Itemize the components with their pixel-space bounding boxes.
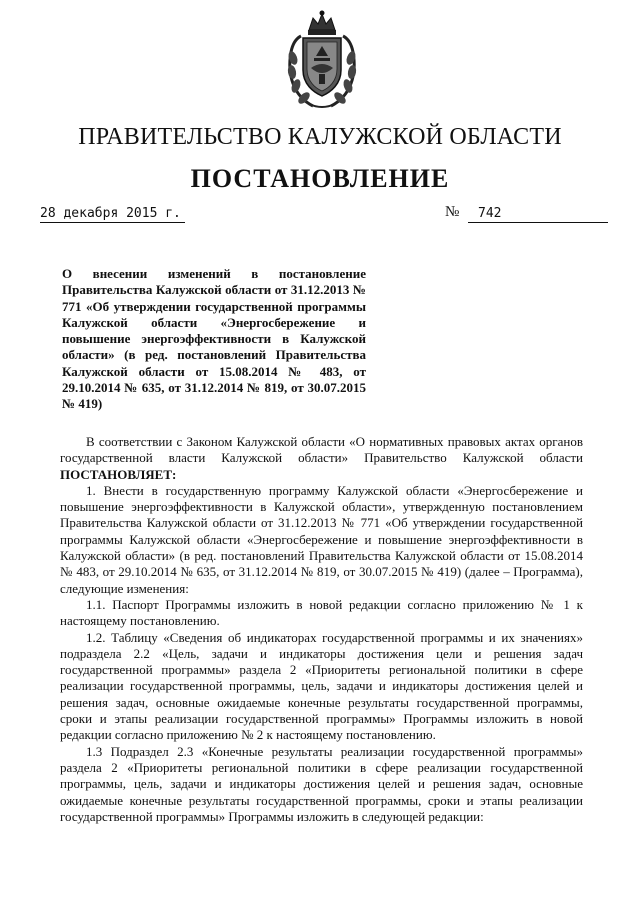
body-paragraph: 1.2. Таблицу «Сведения об индикаторах государственной программы и их значениях» подраздела 2.2 «Цель, задачи и индикаторы достижения цели и решения задач государственной программы» раздела 2 «Приоритеты региональной политики в сфере реализации государственной программы, цель, задачи и индикаторы достижения целей и решения задач, основные ожидаемые конечные результаты государственной программы, сроки и этапы реализации государственной программы» Программы изложить в новой редакции согласно приложению № 2 к настоящему постановлению.: [60, 629, 583, 743]
document-subject: О внесении изменений в постановление Правительства Калужской области от 31.12.2013 № 771 «Об утверждении государственной программы Калужской области «Энергосбережение и повышение энергоэффективности в Калужской области» (в ред. постановлений Правительства Калужской области от 15.08.2014 № 483, от 29.10.2014 № 635, от 31.12.2014 № 819, от 30.07.2015 № 419): [62, 266, 366, 412]
document-body: [60, 434, 583, 825]
body-paragraph: 1.1. Паспорт Программы изложить в новой редакции согласно приложению № 1 к настоящему постановлению.: [60, 596, 583, 629]
preamble-text: В соответствии с Законом Калужской области «О нормативных правовых актах органов государственной власти Калужской области» Правительство Калужской области: [60, 434, 583, 466]
body-paragraph: 1.3 Подраздел 2.3 «Конечные результаты реализации государственной программы» раздела 2 «Приоритеты региональной политики в сфере реализации государственной программы, цель, задачи и индикаторы достижения целей и решения задач, основные ожидаемые конечные результаты государственной программы, сроки и этапы реализации государственной программы» Программы изложить в следующей редакции:: [60, 743, 583, 824]
document-date: 28 декабря 2015 г.: [40, 206, 185, 223]
body-paragraph: [60, 434, 583, 483]
coat-of-arms-icon: [283, 8, 361, 114]
document-type: ПОСТАНОВЛЕНИЕ: [190, 164, 450, 193]
body-paragraph: 1. Внести в государственную программу Калужской области «Энергосбережение и повышение энергоэффективности в Калужской области», утвержденную постановлением Правительства Калужской области от 31.12.2013 № 771 «Об утверждении государственной программы Калужской области «Энергосбережение и повышение энергоэффективности в Калужской области» (в ред. постановлений Правительства Калужской области от 15.08.2014 № 483, от 29.10.2014 № 635, от 31.12.2014 № 819, от 30.07.2015 № 419) (далее – Программа), следующие изменения:: [60, 482, 583, 596]
government-title: ПРАВИТЕЛЬСТВО КАЛУЖСКОЙ ОБЛАСТИ: [78, 124, 562, 150]
document-number-label: №: [445, 204, 460, 220]
decree-keyword: ПОСТАНОВЛЯЕТ:: [60, 466, 177, 482]
document-number: 742: [468, 206, 608, 223]
